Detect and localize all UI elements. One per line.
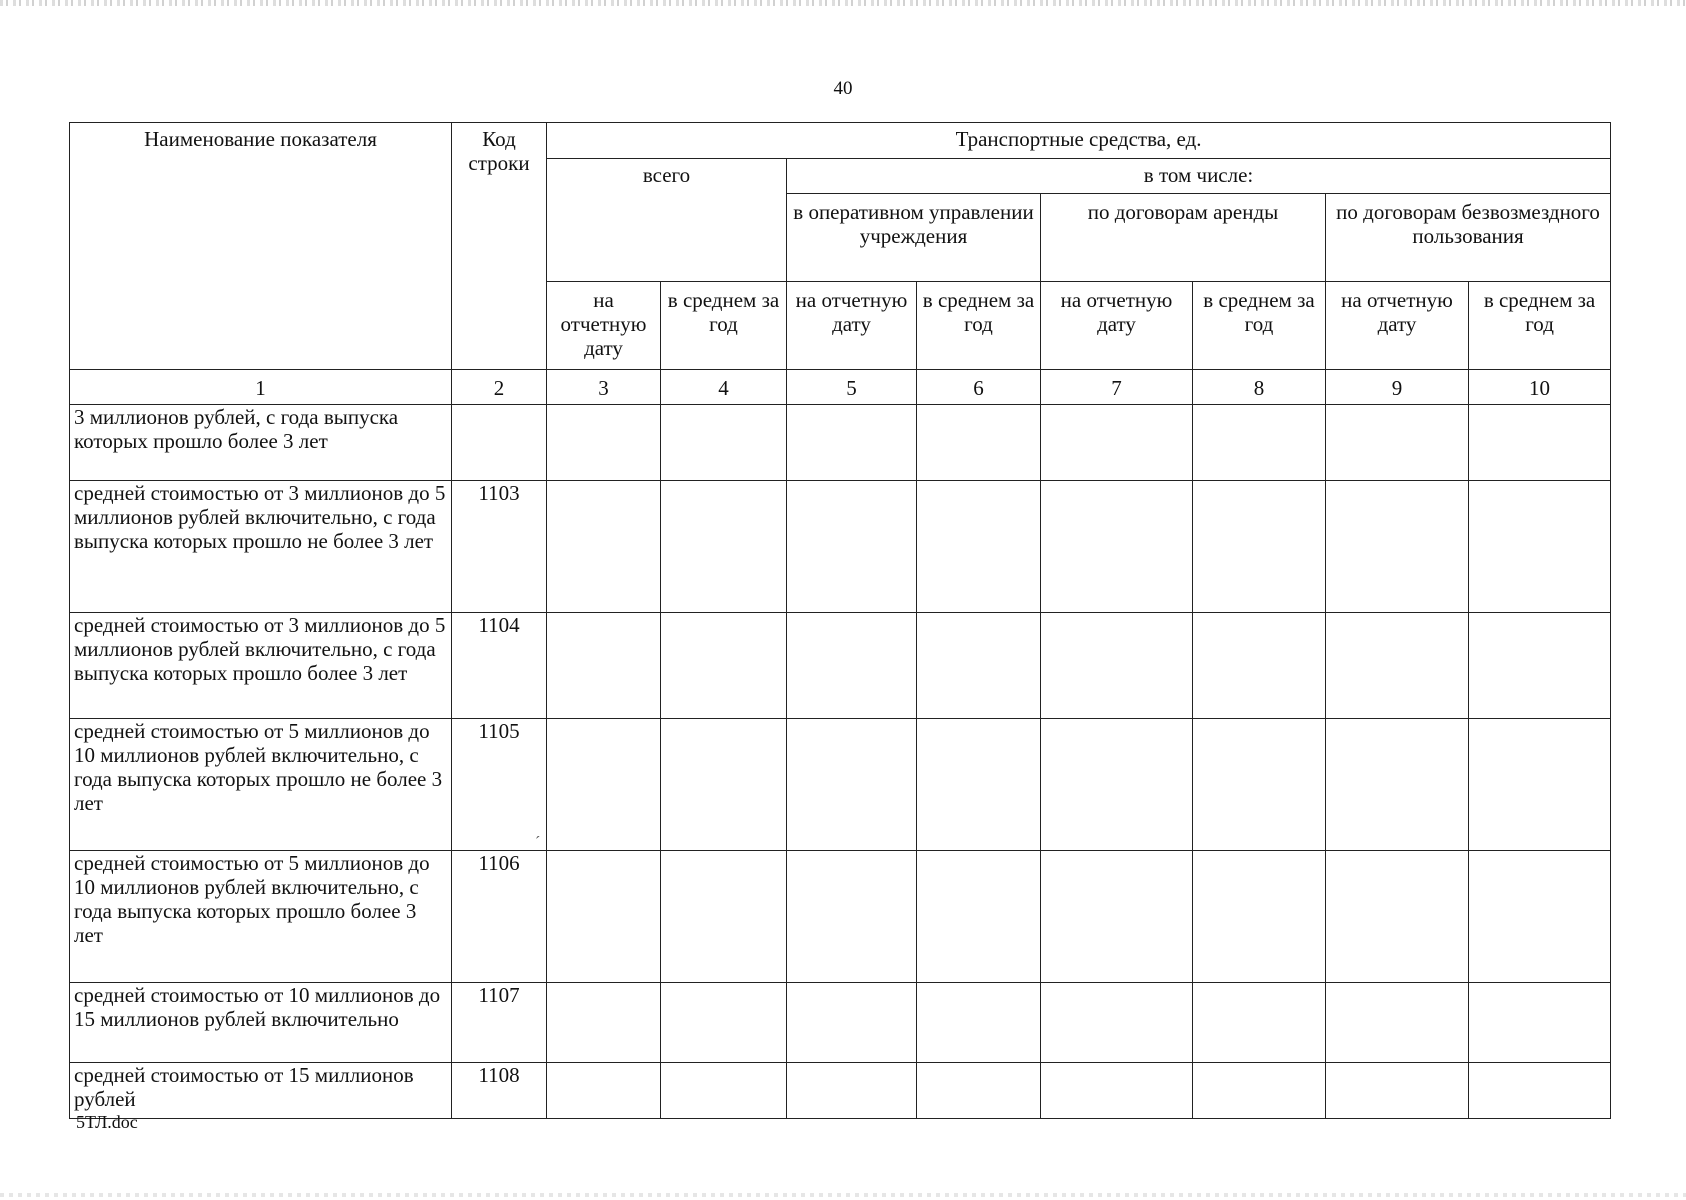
empty-cell: [1041, 983, 1193, 1063]
empty-cell: [1041, 405, 1193, 481]
empty-cell: [1326, 719, 1469, 851]
footer-file-name: 5ТЛ.doc: [76, 1112, 138, 1132]
column-number: 3: [547, 370, 661, 405]
column-number: 4: [661, 370, 787, 405]
column-number: 7: [1041, 370, 1193, 405]
scan-edge-bottom: [0, 1193, 1686, 1197]
header-including: в том числе:: [787, 159, 1611, 194]
table-row: [70, 1063, 1611, 1119]
empty-cell: [661, 983, 787, 1063]
empty-cell: [787, 1063, 917, 1119]
empty-cell: [661, 1063, 787, 1119]
empty-cell: [547, 1063, 661, 1119]
subheader-lease-reporting-date: на отчетную дату: [1041, 282, 1193, 370]
empty-cell: [547, 983, 661, 1063]
table-row: [70, 983, 1611, 1063]
empty-cell: [1041, 719, 1193, 851]
column-numbers-row: [70, 370, 1611, 405]
empty-cell: [661, 405, 787, 481]
row-indicator-name: средней стоимостью от 5 миллионов до 10 миллионов рублей включительно, с года выпуска которых прошло не более 3 лет: [70, 719, 452, 851]
header-lease-agreements: по договорам аренды: [1041, 194, 1326, 282]
empty-cell: [661, 481, 787, 613]
empty-cell: [917, 983, 1041, 1063]
empty-cell: [1193, 1063, 1326, 1119]
row-code: [452, 405, 547, 481]
empty-cell: [1041, 481, 1193, 613]
empty-cell: [1469, 481, 1611, 613]
subheader-free-use-reporting-date: на отчетную дату: [1326, 282, 1469, 370]
column-number: 5: [787, 370, 917, 405]
empty-cell: [547, 613, 661, 719]
empty-cell: [1326, 405, 1469, 481]
subheader-operational-reporting-date: на отчетную дату: [787, 282, 917, 370]
row-indicator-name: средней стоимостью от 3 миллионов до 5 миллионов рублей включительно, с года выпуска которых прошло не более 3 лет: [70, 481, 452, 613]
empty-cell: [1469, 719, 1611, 851]
empty-cell: [547, 481, 661, 613]
column-number: 8: [1193, 370, 1326, 405]
row-indicator-name: 3 миллионов рублей, с года выпуска которых прошло более 3 лет: [70, 405, 452, 481]
subheader-free-use-annual-average: в среднем за год: [1469, 282, 1611, 370]
table-row: [70, 719, 1611, 851]
page-number: 40: [833, 78, 853, 99]
header-vehicles: Транспортные средства, ед.: [547, 123, 1611, 159]
row-code: 1103: [452, 481, 547, 613]
empty-cell: [1469, 613, 1611, 719]
empty-cell: [1469, 983, 1611, 1063]
empty-cell: [661, 719, 787, 851]
empty-cell: [787, 613, 917, 719]
scan-edge-top: [0, 0, 1686, 6]
empty-cell: [917, 851, 1041, 983]
empty-cell: [1193, 481, 1326, 613]
table-row: [70, 481, 1611, 613]
empty-cell: [1041, 613, 1193, 719]
empty-cell: [1326, 851, 1469, 983]
empty-cell: [1041, 851, 1193, 983]
empty-cell: [1469, 851, 1611, 983]
empty-cell: [1193, 983, 1326, 1063]
row-code: 1108: [452, 1063, 547, 1119]
empty-cell: [661, 851, 787, 983]
empty-cell: [1193, 405, 1326, 481]
header-operational-management: в оперативном управлении учреждения: [787, 194, 1041, 282]
empty-cell: [1193, 719, 1326, 851]
header-free-use-agreements: по договорам безвозмездного пользования: [1326, 194, 1611, 282]
empty-cell: [547, 851, 661, 983]
empty-cell: [917, 1063, 1041, 1119]
column-number: 10: [1469, 370, 1611, 405]
row-code: 1106: [452, 851, 547, 983]
header-indicator-name: Наименование показателя: [70, 123, 452, 370]
header-total: всего: [547, 159, 787, 282]
column-number: 2: [452, 370, 547, 405]
row-code: 1105: [452, 719, 547, 851]
empty-cell: [917, 613, 1041, 719]
subheader-total-annual-average: в среднем за год: [661, 282, 787, 370]
subheader-total-reporting-date: на отчетную дату: [547, 282, 661, 370]
empty-cell: [787, 481, 917, 613]
empty-cell: [547, 405, 661, 481]
subheader-lease-annual-average: в среднем за год: [1193, 282, 1326, 370]
table-row: [70, 405, 1611, 481]
vehicles-report-table: [69, 122, 1611, 1119]
header-row-code: Код строки: [452, 123, 547, 370]
empty-cell: [661, 613, 787, 719]
empty-cell: [1326, 481, 1469, 613]
empty-cell: [547, 719, 661, 851]
empty-cell: [787, 983, 917, 1063]
subheader-operational-annual-average: в среднем за год: [917, 282, 1041, 370]
empty-cell: [1041, 1063, 1193, 1119]
empty-cell: [917, 719, 1041, 851]
empty-cell: [787, 405, 917, 481]
row-indicator-name: средней стоимостью от 5 миллионов до 10 миллионов рублей включительно, с года выпуска которых прошло более 3 лет: [70, 851, 452, 983]
empty-cell: [787, 851, 917, 983]
empty-cell: [1193, 851, 1326, 983]
row-code: 1107: [452, 983, 547, 1063]
row-indicator-name: средней стоимостью от 3 миллионов до 5 миллионов рублей включительно, с года выпуска которых прошло более 3 лет: [70, 613, 452, 719]
row-indicator-name: средней стоимостью от 15 миллионов рублей: [70, 1063, 452, 1119]
table-row: [70, 851, 1611, 983]
empty-cell: [1326, 1063, 1469, 1119]
empty-cell: [1193, 613, 1326, 719]
column-number: 1: [70, 370, 452, 405]
empty-cell: [1469, 405, 1611, 481]
empty-cell: [1469, 1063, 1611, 1119]
row-indicator-name: средней стоимостью от 10 миллионов до 15 миллионов рублей включительно: [70, 983, 452, 1063]
empty-cell: [917, 405, 1041, 481]
table-row: [70, 613, 1611, 719]
empty-cell: [1326, 983, 1469, 1063]
row-code: 1104: [452, 613, 547, 719]
empty-cell: [787, 719, 917, 851]
column-number: 6: [917, 370, 1041, 405]
empty-cell: [1326, 613, 1469, 719]
column-number: 9: [1326, 370, 1469, 405]
empty-cell: [917, 481, 1041, 613]
scan-speck: ´: [535, 834, 541, 851]
